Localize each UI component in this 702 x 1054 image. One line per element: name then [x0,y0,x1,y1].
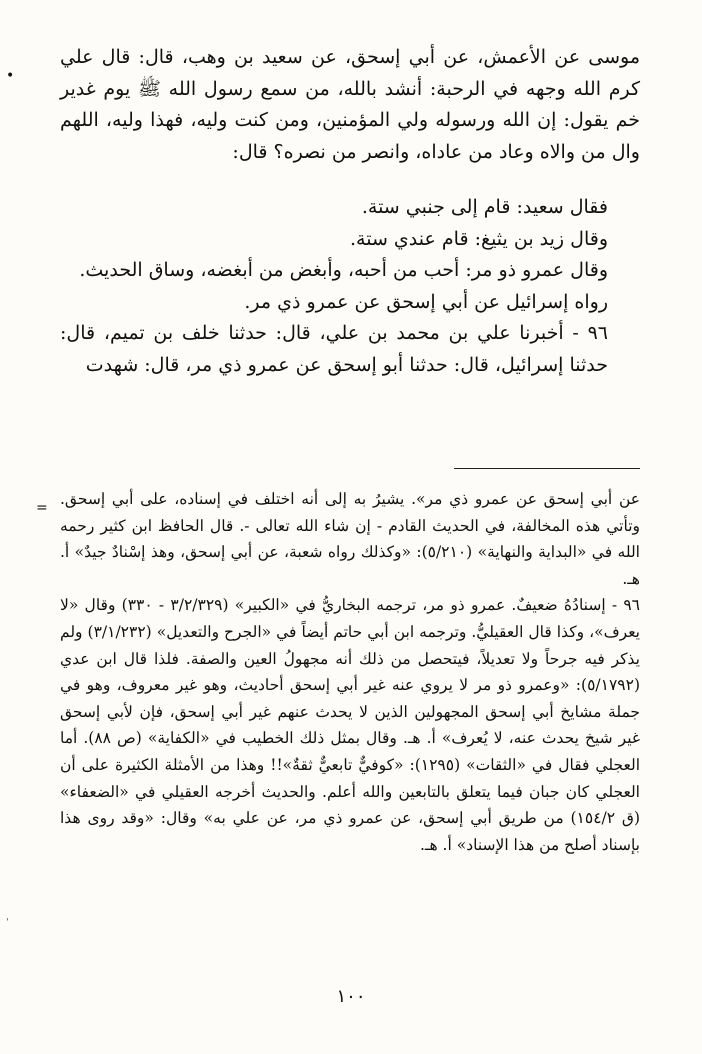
footnote-96: ٩٦ - إسنادُهُ ضعيفٌ. عمرو ذو مر، ترجمه البخاريُّ في «الكبير» (٣/٢/٣٢٩ - ٣٣٠) وقال «لا يعرف»، وكذا قال العقيليُّ. وترجمه ابن أبي حاتم أيضاً في «الجرح والتعديل» (٣/١/٢٣٢) ولم يذكر فيه جرحاً ولا تعديلاً، فيتحصل من ذلك أنه مجهولُ العين والصفة. فلذا قال ابن عدي (٥/١٧٩٢): «وعمرو ذو مر لا يروي عنه غير أبي إسحق أحاديث، وهو غير معروف، وهو في جملة مشايخ أبي إسحق المجهولين الذين لا يحدث عنهم غير أبي إسحق، فإن لأبي إسحق غير شيخ يحدث عنه، لا يُعرف» أ. هـ. وقال بمثل ذلك الخطيب في «الكفاية» (ص ٨٨). أما العجلي فقال في «الثقات» (١٢٩٥): «كوفيٌّ تابعيٌّ ثقةٌ»!! وهذا من الأمثلة الكثيرة على أن العجلي كان جبان فيما يتعلق بالتابعين والله أعلم. والحديث أخرجه العقيلي في «الضعفاء» (ق ١٥٤/٢) من طريق أبي إسحق، عن عمرو ذي مر، عن علي به» وقال: «وقد روى هذا بإسناد أصلح من هذا الإسناد» أ. هـ. [60,596,641,854]
line-amr: وقال عمرو ذو مر: أحب من أحبه، وأبغض من أبغضه، وساق الحديث. [79,259,608,281]
footnote-continued: عن أبي إسحق عن عمرو ذي مر». يشيرُ به إلى أنه اختلف في إسناده، على أبي إسحق. وتأتي هذه المخالفة، في الحديث القادم - إن شاء الله تعالى -. قال الحافظ ابن كثير رحمه الله في «البداية والنهاية» (٥/٢١٠): «وكذلك رواه شعبة، عن أبي إسحق، وهذ إسْنادٌ جيدٌ» أ. هـ. [60,490,640,588]
main-text [60,42,640,381]
hadith-96: ٩٦ - أخبرنا علي بن محمد بن علي، قال: حدثنا خلف بن تميم، قال: حدثنا إسرائيل، قال: حدثنا أبو إسحق عن عمرو ذي مر، قال: شهدت [60,322,608,376]
continuation-marker: = [36,500,48,516]
margin-mark-lower: ˈ [6,918,9,929]
line-narrated: رواه إسرائيل عن أبي إسحق عن عمرو ذي مر. [244,290,608,313]
main-paragraph-1: موسى عن الأعمش، عن أبي إسحق، عن سعيد بن وهب، قال: قال علي كرم الله وجهه في الرحبة: أنشد بالله، من سمع رسول الله ﷺ يوم غدير خم يقول: إن الله ورسوله ولي المؤمنين، ومن كنت وليه، فهذا وليه، اللهم وال من والاه وعاد من عاداه، وانصر من نصره؟ قال: [60,46,640,163]
line-saeed: فقال سعيد: قام إلى جنبي ستة. [361,196,608,218]
margin-mark: • [6,68,15,84]
footnote-separator [454,468,640,469]
page-number: ١٠٠ [336,986,366,1007]
line-zaid: وقال زيد بن يثيغ: قام عندي ستة. [350,227,608,250]
spacer [60,168,640,192]
footnotes [60,486,640,858]
